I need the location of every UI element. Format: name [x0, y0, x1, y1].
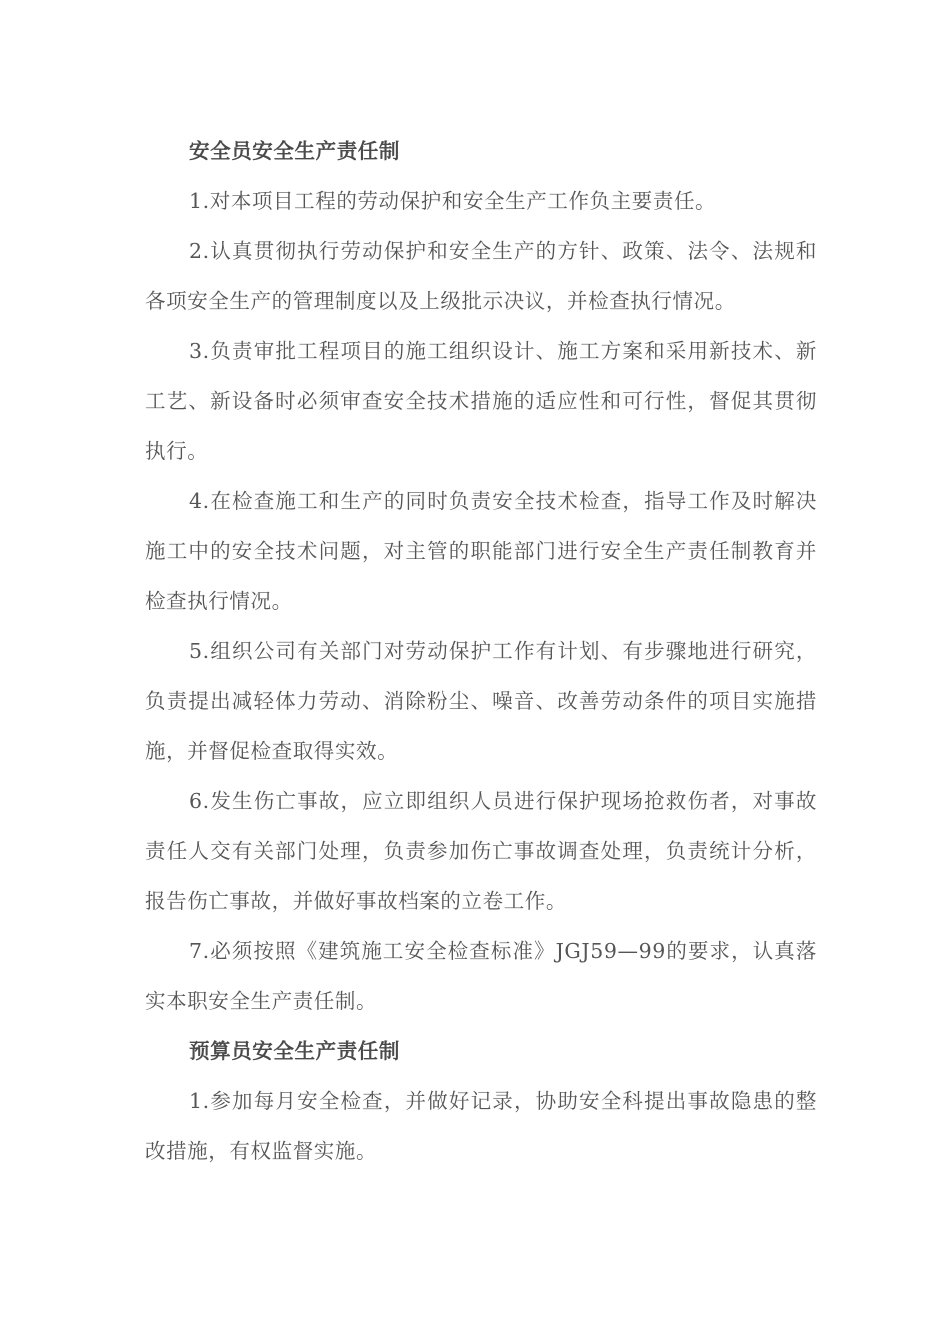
paragraph-item: 7.必须按照《建筑施工安全检查标准》JGJ59—99的要求，认真落实本职安全生产责任制。: [145, 939, 817, 1013]
section-heading-budget-officer: 预算员安全生产责任制: [189, 1039, 400, 1063]
document-body: [145, 126, 817, 1176]
section-heading-safety-officer: 安全员安全生产责任制: [189, 139, 400, 163]
paragraph-item: 3.负责审批工程项目的施工组织设计、施工方案和采用新技术、新工艺、新设备时必须审查安全技术措施的适应性和可行性，督促其贯彻执行。: [145, 339, 817, 463]
paragraph-item: 1.参加每月安全检查，并做好记录，协助安全科提出事故隐患的整改措施，有权监督实施。: [145, 1089, 817, 1163]
paragraph-item: 6.发生伤亡事故，应立即组织人员进行保护现场抢救伤者，对事故责任人交有关部门处理，负责参加伤亡事故调查处理，负责统计分析，报告伤亡事故，并做好事故档案的立卷工作。: [145, 789, 817, 913]
paragraph-item: 4.在检查施工和生产的同时负责安全技术检查，指导工作及时解决施工中的安全技术问题，对主管的职能部门进行安全生产责任制教育并检查执行情况。: [145, 489, 817, 613]
paragraph-item: 5.组织公司有关部门对劳动保护工作有计划、有步骤地进行研究，负责提出减轻体力劳动、消除粉尘、噪音、改善劳动条件的项目实施措施，并督促检查取得实效。: [145, 639, 817, 763]
paragraph-item: 1.对本项目工程的劳动保护和安全生产工作负主要责任。: [189, 189, 717, 213]
paragraph-item: 2.认真贯彻执行劳动保护和安全生产的方针、政策、法令、法规和各项安全生产的管理制度以及上级批示决议，并检查执行情况。: [145, 239, 817, 313]
